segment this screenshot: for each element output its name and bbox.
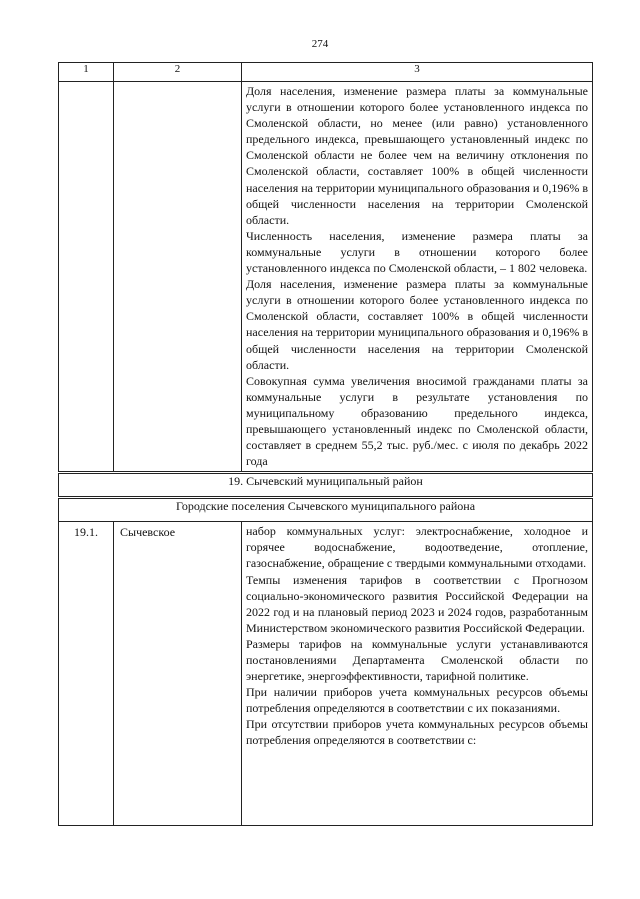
continued-name-cell — [114, 82, 242, 473]
document-table — [58, 62, 593, 826]
page-number: 274 — [311, 38, 329, 50]
paragraph: Темпы изменения тарифов в соответствии с Прогнозом социально-экономического развития Российской Федерации на 2022 год и на плановый период 2023 и 2024 годов, разработанным Министерством экономического развития Российской Федерации. — [246, 572, 588, 635]
section-title: 19. Сычевский муниципальный район — [59, 473, 593, 498]
paragraph: Размеры тарифов на коммунальные услуги устанавливаются постановлениями Департамента Смоленской области по энергетике, энергоэффективности, тарифной политике. — [246, 636, 588, 684]
paragraph: При наличии приборов учета коммунальных ресурсов объемы потребления определяются в соответствии с их показаниями. — [246, 685, 588, 716]
continued-description-cell — [242, 82, 593, 473]
paragraph: Совокупная сумма увеличения вносимой гражданами платы за коммунальные услуги в результате установления по муниципальному образованию предельного индекса, превышающего установленный индекс по Смоленской области, составляет в среднем 55,2 тыс. руб./мес. с июля по декабрь 2022 года — [246, 373, 588, 469]
table-row — [59, 522, 593, 826]
table-header-row — [59, 63, 593, 82]
column-header-2: 2 — [114, 63, 242, 82]
row-name: Сычевское — [114, 522, 242, 826]
subsection-row — [59, 498, 593, 522]
subsection-title: Городские поселения Сычевского муниципального района — [59, 498, 593, 522]
paragraph: Доля населения, изменение размера платы за коммунальные услуги в отношении которого более установленного индекса по Смоленской области, составляет 100% в общей численности населения на территории муниципального образования и 0,196% в общей численности населения на территории Смоленской области. — [246, 277, 588, 372]
row-description-cell — [242, 522, 593, 826]
paragraph: Доля населения, изменение размера платы за коммунальные услуги в отношении которого более установленного индекса по Смоленской области, но менее (или равно) установленного предельного индекса, превышающего установленный индекс по Смоленской области не более чем на величину отклонения по Смоленской области, составляет 100% в общей численности населения на территории муниципального образования и 0,196% в общей численности населения на территории Смоленской области. — [246, 84, 588, 227]
paragraph: При отсутствии приборов учета коммунальных ресурсов объемы потребления определяются в соответствии с: — [246, 717, 588, 748]
paragraph: Численность населения, изменение размера платы за коммунальные услуги в отношении которого более установленного индекса по Смоленской области, – 1 802 человека. — [246, 228, 588, 276]
column-header-3: 3 — [242, 63, 593, 82]
table-row-continued — [59, 82, 593, 473]
paragraph: набор коммунальных услуг: электроснабжение, холодное и горячее водоснабжение, водоотведение, отопление, газоснабжение, обращение с твердыми коммунальными отходами. — [246, 524, 588, 571]
continued-number-cell — [59, 82, 114, 473]
row-number: 19.1. — [59, 522, 114, 826]
section-row — [59, 473, 593, 498]
column-header-1: 1 — [59, 63, 114, 82]
